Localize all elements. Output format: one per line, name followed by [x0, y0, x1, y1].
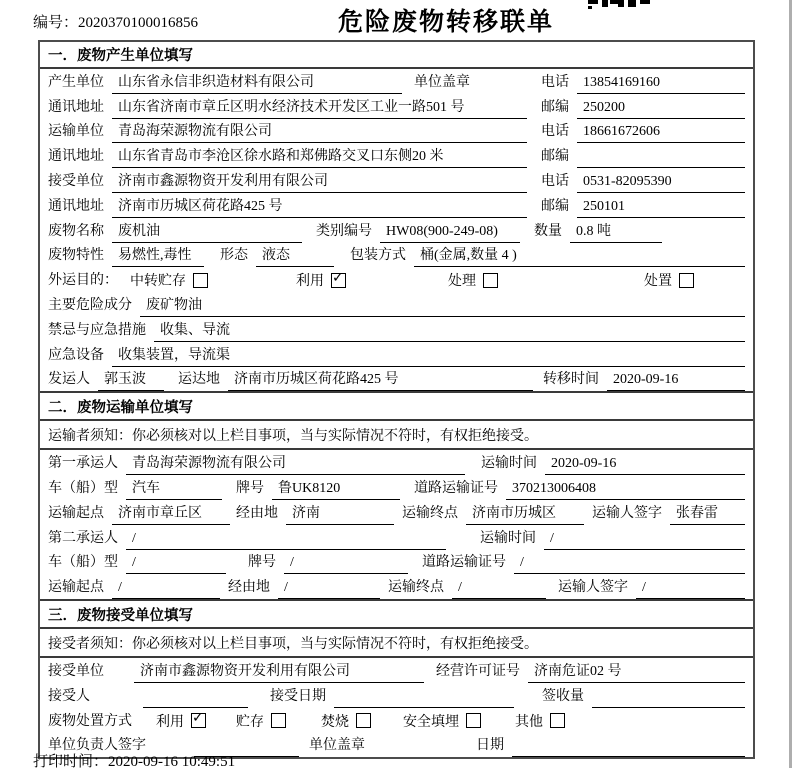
field-label: 运输时间 — [480, 530, 536, 546]
checkbox-checked-icon: ✓ — [331, 273, 346, 288]
waste-category-code-value: HW08(900-249-08) — [380, 224, 520, 243]
checkbox-checked-icon: ✓ — [191, 713, 206, 728]
field-label: 包装方式 — [350, 248, 406, 264]
field-label: 运达地 — [178, 372, 220, 388]
row-shipper — [40, 367, 753, 392]
print-time-value: 2020-09-16 10:49:51 — [108, 754, 236, 770]
qr-code-partial-icon — [588, 0, 654, 9]
checkbox-icon — [466, 713, 481, 728]
field-label: 牌号 — [236, 480, 264, 496]
shipper-name-value: 郭玉波 — [98, 368, 164, 391]
checkbox-icon — [193, 273, 208, 288]
field-label: 数量 — [534, 223, 562, 239]
signed-quantity-value — [592, 691, 745, 708]
vehicle-type-2-value: / — [126, 555, 226, 574]
field-label: 通讯地址 — [48, 198, 104, 214]
field-label: 道路运输证号 — [414, 480, 498, 496]
manifest-number-value: 2020370100016856 — [78, 15, 199, 31]
operating-license-value: 济南危证02 号 — [528, 660, 745, 683]
disposal-utilize-checkbox — [156, 711, 206, 733]
road-transport-license-2-value: / — [514, 555, 745, 574]
transport-origin-2-value: / — [112, 580, 220, 599]
checkbox-label: 贮存 — [236, 714, 264, 730]
plate-number-2-value: / — [284, 555, 408, 574]
print-time-label: 打印时间： — [33, 754, 109, 770]
field-label: 通讯地址 — [48, 99, 104, 115]
field-label: 通讯地址 — [48, 149, 104, 165]
row-route-2 — [40, 574, 753, 599]
row-waste-name — [40, 218, 753, 243]
manifest-number — [33, 11, 198, 32]
row-vehicle-1 — [40, 475, 753, 500]
field-label: 经由地 — [228, 580, 270, 596]
field-label: 接受日期 — [270, 688, 326, 704]
field-label: 发运人 — [48, 372, 90, 388]
emergency-equipment-value: 收集装置，导流渠 — [112, 344, 745, 367]
vehicle-type-value: 汽车 — [126, 477, 222, 500]
waste-property-value: 易燃性,毒性 — [112, 244, 204, 267]
accept-date-value — [334, 691, 514, 708]
receiver-phone-value: 0531-82095390 — [577, 174, 745, 193]
row-main-hazard — [40, 292, 753, 317]
field-label: 单位负责人签字 — [48, 738, 146, 754]
field-label: 经营许可证号 — [436, 663, 520, 679]
purpose-treat-checkbox — [448, 270, 498, 292]
field-label: 车（船）型 — [48, 555, 118, 571]
row-route-1 — [40, 500, 753, 525]
purpose-utilize-checkbox — [296, 270, 346, 292]
seal-date-value — [512, 740, 745, 757]
field-label: 运输起点 — [48, 505, 104, 521]
field-label: 第二承运人 — [48, 530, 118, 546]
field-label: 废物处置方式 — [48, 713, 132, 729]
field-label: 车（船）型 — [48, 480, 118, 496]
transport-terminus-2-value: / — [452, 580, 546, 599]
field-label: 转移时间 — [543, 372, 599, 388]
waste-name-value: 废机油 — [112, 220, 302, 243]
checkbox-icon — [679, 273, 694, 288]
receiver-unit-value: 济南市鑫源物资开发利用有限公司 — [112, 170, 527, 193]
checkbox-label: 处置 — [644, 274, 672, 290]
via-place-2-value: / — [278, 580, 380, 599]
producer-unit-value: 山东省永信非织造材料有限公司 — [112, 71, 402, 94]
checkbox-icon — [271, 713, 286, 728]
carrier-signature-value: 张春雷 — [670, 502, 745, 525]
checkbox-label: 焚烧 — [321, 714, 349, 730]
field-label: 类别编号 — [316, 223, 372, 239]
row-disposal-method — [40, 708, 753, 733]
producer-address-value: 山东省济南市章丘区明水经济技术开发区工业一路501 号 — [112, 96, 527, 119]
field-label: 签收量 — [542, 688, 584, 704]
row-outbound-purpose — [40, 267, 753, 292]
field-label: 牌号 — [248, 555, 276, 571]
field-label: 运输终点 — [388, 580, 444, 596]
destination-value: 济南市历城区荷花路425 号 — [228, 368, 533, 391]
row-transport-unit — [40, 119, 753, 144]
field-label: 接受人 — [48, 688, 90, 704]
waste-form-value: 液态 — [256, 244, 334, 267]
second-carrier-value: / — [126, 531, 446, 550]
transport-unit-value: 青岛海荣源物流有限公司 — [112, 120, 527, 143]
transport-postcode-value — [577, 151, 745, 168]
transport-date-value: 2020-09-16 — [545, 456, 745, 475]
disposal-incinerate-checkbox — [321, 711, 371, 733]
unit-seal-label: 单位盖章 — [414, 74, 470, 90]
disposal-storage-checkbox — [236, 711, 286, 733]
transporter-notice: 运输者须知：你必须核对以上栏目事项，当与实际情况不符时，有权拒绝接受。 — [40, 421, 753, 450]
row-transport-address — [40, 143, 753, 168]
checkbox-label: 处理 — [448, 274, 476, 290]
row-receiver-unit — [40, 168, 753, 193]
road-transport-license-value: 370213006408 — [506, 481, 745, 500]
first-carrier-value: 青岛海荣源物流有限公司 — [126, 452, 465, 475]
row-accept-person — [40, 683, 753, 708]
waste-quantity-value: 0.8 吨 — [570, 220, 662, 243]
via-place-value: 济南 — [286, 502, 394, 525]
checkbox-icon — [550, 713, 565, 728]
purpose-dispose-checkbox — [644, 270, 694, 292]
field-label: 运输人签字 — [592, 505, 662, 521]
transport-phone-value: 18661672606 — [577, 124, 745, 143]
page-title: 危险废物转移联单 — [337, 8, 555, 36]
producer-phone-value: 13854169160 — [577, 75, 745, 94]
row-emergency-equipment — [40, 342, 753, 367]
manifest-number-label: 编号： — [33, 15, 79, 31]
section-1-header — [40, 42, 753, 69]
transfer-date-value: 2020-09-16 — [607, 372, 745, 391]
field-label: 邮编 — [541, 149, 569, 165]
field-label: 接受单位 — [48, 663, 104, 679]
row-waste-property — [40, 243, 753, 268]
field-label: 电话 — [541, 173, 569, 189]
plate-number-value: 鲁UK8120 — [272, 477, 400, 500]
disposal-other-checkbox — [515, 711, 565, 733]
field-label: 禁忌与应急措施 — [48, 322, 146, 338]
unit-seal-label: 单位盖章 — [309, 738, 365, 754]
field-label: 邮编 — [541, 99, 569, 115]
window-edge-line — [789, 0, 792, 768]
section-1-title: 一．废物产生单位填写 — [48, 48, 193, 64]
row-producer-address — [40, 94, 753, 119]
checkbox-label: 中转贮存 — [130, 274, 186, 290]
checkbox-label: 其他 — [515, 714, 543, 730]
field-label: 经由地 — [236, 505, 278, 521]
field-label: 产生单位 — [48, 74, 104, 90]
field-label: 第一承运人 — [48, 456, 118, 472]
main-hazard-value: 废矿物油 — [140, 294, 745, 317]
carrier-signature-2-value: / — [636, 580, 745, 599]
field-label: 外运目的： — [48, 273, 118, 289]
purpose-transfer-storage-checkbox — [130, 270, 208, 292]
row-first-carrier — [40, 450, 753, 475]
checkbox-label: 利用 — [156, 714, 184, 730]
receiver-notice: 接受者须知：你必须核对以上栏目事项，当与实际情况不符时，有权拒绝接受。 — [40, 629, 753, 658]
packaging-value: 桶(金属,数量 4 ) — [414, 244, 745, 267]
field-label: 废物名称 — [48, 223, 104, 239]
manifest-form — [38, 40, 755, 759]
row-receiver-address — [40, 193, 753, 218]
row-producer-unit — [40, 69, 753, 94]
field-label: 主要危险成分 — [48, 297, 132, 313]
section-2-title: 二．废物运输单位填写 — [48, 399, 193, 416]
transport-origin-value: 济南市章丘区 — [112, 502, 230, 525]
row-vehicle-2 — [40, 550, 753, 575]
checkbox-label: 利用 — [296, 274, 324, 290]
field-label: 电话 — [541, 74, 569, 90]
field-label: 运输时间 — [481, 456, 537, 472]
row-contraindication — [40, 317, 753, 342]
field-label: 形态 — [220, 248, 248, 264]
section-3-title: 三．废物接受单位填写 — [48, 607, 193, 624]
field-label: 电话 — [541, 124, 569, 140]
field-label: 道路运输证号 — [422, 555, 506, 571]
checkbox-icon — [356, 713, 371, 728]
disposal-landfill-checkbox — [403, 711, 481, 733]
accept-person-value — [143, 691, 248, 708]
transport-terminus-value: 济南市历城区 — [466, 502, 584, 525]
field-label: 运输终点 — [402, 505, 458, 521]
field-label: 废物特性 — [48, 248, 104, 264]
field-label: 日期 — [476, 738, 504, 754]
section-2-header — [40, 391, 753, 421]
contraindication-value: 收集、导流 — [154, 319, 745, 342]
producer-postcode-value: 250200 — [577, 100, 745, 119]
field-label: 运输单位 — [48, 124, 104, 140]
row-accept-unit — [40, 658, 753, 683]
field-label: 应急设备 — [48, 347, 104, 363]
section-3-header — [40, 599, 753, 629]
accept-unit-value: 济南市鑫源物资开发利用有限公司 — [134, 660, 424, 683]
checkbox-label: 安全填埋 — [403, 714, 459, 730]
field-label: 运输起点 — [48, 580, 104, 596]
document-header — [0, 0, 796, 40]
field-label: 运输人签字 — [558, 580, 628, 596]
field-label: 接受单位 — [48, 173, 104, 189]
row-second-carrier — [40, 525, 753, 550]
receiver-postcode-value: 250101 — [577, 199, 745, 218]
second-transport-date-value: / — [544, 531, 745, 550]
field-label: 邮编 — [541, 198, 569, 214]
checkbox-icon — [483, 273, 498, 288]
transport-address-value: 山东省青岛市李沧区徐水路和郑佛路交叉口东侧20 米 — [112, 145, 527, 168]
receiver-address-value: 济南市历城区荷花路425 号 — [112, 195, 527, 218]
